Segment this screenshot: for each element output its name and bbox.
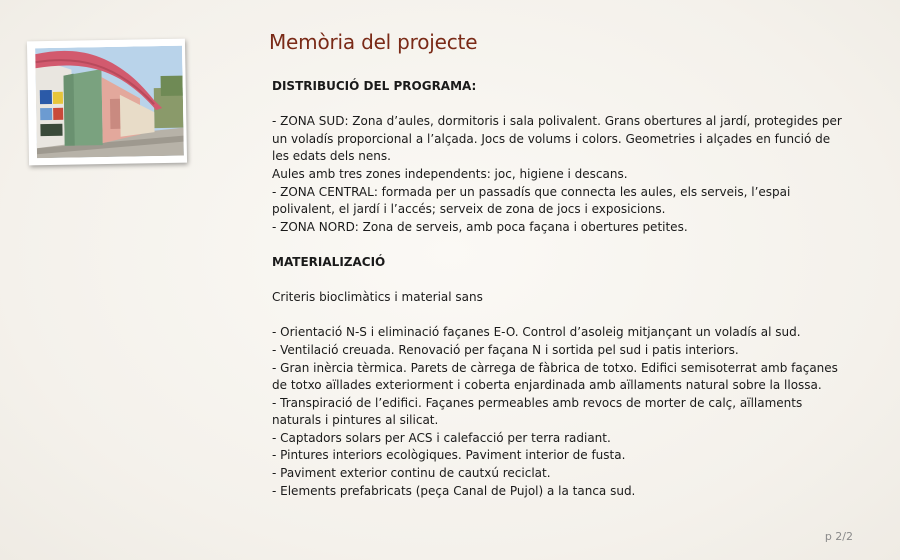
memoria-text: [272, 78, 844, 500]
page-title: Memòria del projecte: [269, 30, 478, 54]
list-item: - Transpiració de l’edifici. Façanes permeables amb revocs de morter de calç, aïllaments naturals i pintures al silicat.: [272, 395, 803, 428]
list-item: - Paviment exterior continu de cautxú reciclat.: [272, 466, 551, 481]
list-item: - Captadors solars per ACS i calefacció per terra radiant.: [272, 430, 611, 445]
paragraph-criteris: Criteris bioclimàtics i material sans: [272, 290, 483, 305]
paragraph-zona-sud: - ZONA SUD: Zona d’aules, dormitoris i sala polivalent. Grans obertures al jardí, protegides per un voladís proporcional a l’alçada. Jocs de volums i colors. Geometries i alçades en funció de les edats dels nens.: [272, 114, 842, 164]
page-number: p 2/2: [824, 530, 853, 543]
list-item: - Ventilació creuada. Renovació per façana N i sortida pel sud i patis interiors.: [272, 342, 739, 357]
building-photo: [35, 46, 184, 159]
list-item: - Pintures interiors ecològiques. Paviment interior de fusta.: [272, 448, 626, 463]
list-item: - Elements prefabricats (peça Canal de Pujol) a la tanca sud.: [272, 483, 636, 498]
photo-frame: [27, 39, 187, 166]
paragraph-aules: Aules amb tres zones independents: joc, higiene i descans.: [272, 166, 628, 181]
paragraph-zona-nord: - ZONA NORD: Zona de serveis, amb poca façana i obertures petites.: [272, 219, 688, 234]
building-photo-icon: [35, 46, 184, 159]
section-heading-distribucio: DISTRIBUCIÓ DEL PROGRAMA:: [272, 79, 477, 93]
paragraph-zona-central: - ZONA CENTRAL: formada per un passadís que connecta les aules, els serveis, l’espai polivalent, el jardí i l’accés; serveix de zona de jocs i exposicions.: [272, 184, 791, 217]
section-heading-materialitzacio: MATERIALIZACIÓ: [272, 254, 386, 269]
list-item: - Orientació N-S i eliminació façanes E-O. Control d’asoleig mitjançant un voladís al sud.: [272, 325, 801, 340]
list-item: - Gran inèrcia tèrmica. Parets de càrrega de fàbrica de totxo. Edifici semisoterrat amb façanes de totxo aïllades exteriorment i coberta enjardinada amb aïllaments natural sobre la llossa.: [272, 360, 838, 393]
